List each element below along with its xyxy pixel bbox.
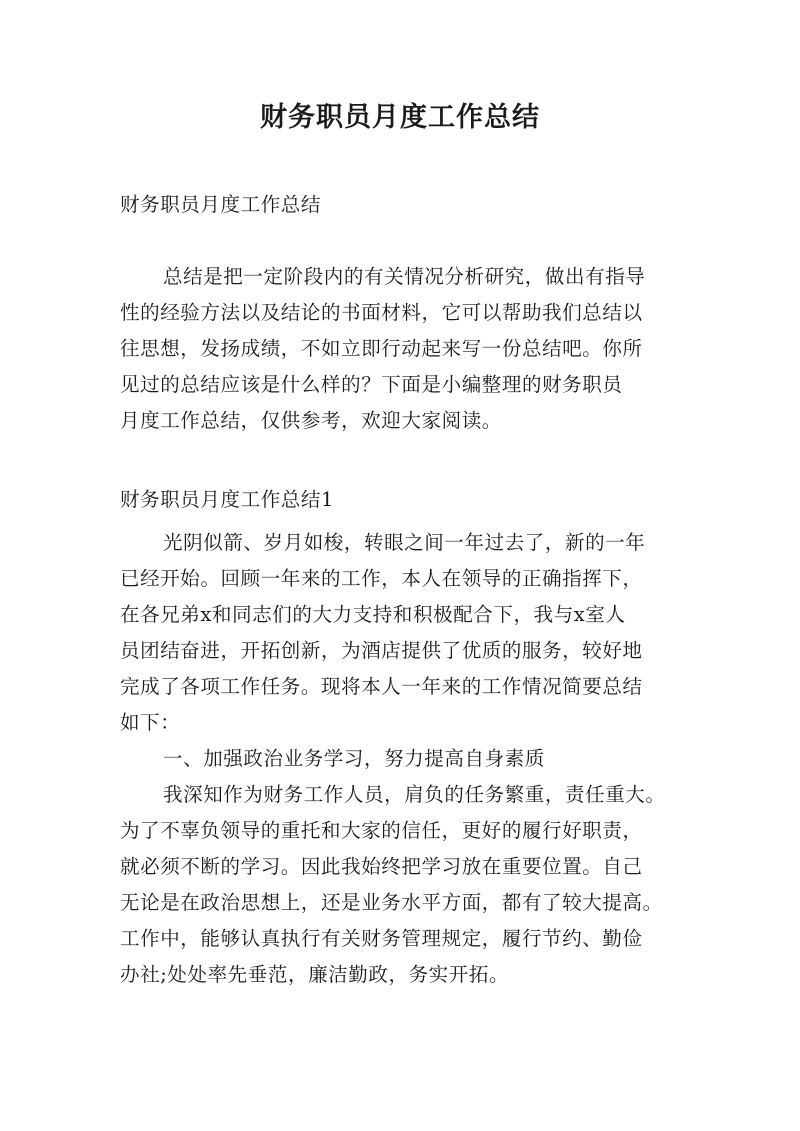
paragraph-line: 为了不辜负领导的重托和大家的信任，更好的履行好职责，	[120, 819, 643, 842]
intro-line: 总结是把一定阶段内的有关情况分析研究，做出有指导	[163, 265, 646, 288]
paragraph-line: 无论是在政治思想上，还是业务水平方面，都有了较大提高。	[120, 891, 663, 914]
document-title: 财务职员月度工作总结	[260, 102, 540, 133]
paragraph-line: 我深知作为财务工作人员，肩负的任务繁重，责任重大。	[163, 783, 666, 806]
intro-line: 见过的总结应该是什么样的？下面是小编整理的财务职员	[120, 373, 623, 396]
section1-line: 如下：	[120, 711, 181, 734]
section1-line: 员团结奋进，开拓创新，为酒店提供了优质的服务，较好地	[120, 639, 643, 662]
section1-line: 在各兄弟x和同志们的大力支持和积极配合下，我与x室人	[120, 603, 626, 626]
intro-line: 月度工作总结，仅供参考，欢迎大家阅读。	[120, 409, 502, 432]
paragraph-line: 办社;处处率先垂范，廉洁勤政，务实开拓。	[120, 963, 510, 986]
document-subtitle: 财务职员月度工作总结	[120, 193, 322, 216]
section1-line: 完成了各项工作任务。现将本人一年来的工作情况简要总结	[120, 675, 643, 698]
intro-line: 往思想，发扬成绩，不如立即行动起来写一份总结吧。你所	[120, 337, 643, 360]
section1-line: 已经开始。回顾一年来的工作，本人在领导的正确指挥下，	[120, 567, 643, 590]
paragraph-line: 就必须不断的学习。因此我始终把学习放在重要位置。自己	[120, 855, 643, 878]
paragraph-line: 工作中，能够认真执行有关财务管理规定，履行节约、勤俭	[120, 927, 643, 950]
subheading: 一、加强政治业务学习，努力提高自身素质	[163, 747, 545, 770]
section-heading: 财务职员月度工作总结1	[120, 488, 335, 511]
section1-line: 光阴似箭、岁月如梭，转眼之间一年过去了，新的一年	[163, 531, 646, 554]
intro-line: 性的经验方法以及结论的书面材料，它可以帮助我们总结以	[120, 301, 643, 324]
